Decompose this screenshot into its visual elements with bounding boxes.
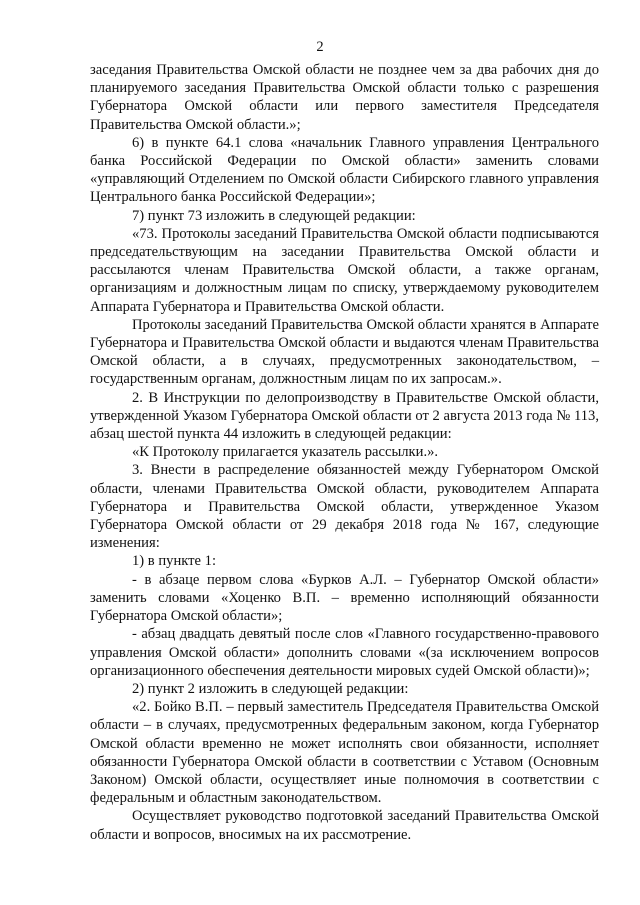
paragraph-continuation: заседания Правительства Омской области не позднее чем за два рабочих дня до планируемого заседания Правительства Омской области только с разрешения Губернатора Омской области или первого заместителя Председателя Правительства Омской области.»; bbox=[90, 62, 599, 133]
paragraph-protocols-storage: Протоколы заседаний Правительства Омской области хранятся в Аппарате Губернатора и Правительства Омской области и выдаются членам Правительства Омской области, а в случаях, предусмотренных законодательством, – государственным органам, должностным лицам по их запросам.». bbox=[90, 316, 599, 388]
paragraph-twenty-ninth-abzac: - абзац двадцать девятый после слов «Главного государственно-правового управления Омской области» дополнить словами «(за исключением вопросов организационного обеспечения деятельности мировых судей Омской области)»; bbox=[90, 626, 599, 679]
paragraph-protocols-signing: «73. Протоколы заседаний Правительства Омской области подписываются председательствующим на заседании Правительства Омской области и рассылаются членам Правительства Омской области, а также органам, организациям и должностным лицам по списку, утверждаемому руководителем Аппарата Губернатора и Правительства Омской области. bbox=[90, 225, 599, 315]
paragraph-boyko: «2. Бойко В.П. – первый заместитель Председателя Правительства Омской области – в случаях, предусмотренных федеральным законом, когда Губернатор Омской области временно не может исполнять свои обязанности, исполняет обязанности Губернатора Омской области в соответствии с Уставом (Основным Законом) Омской области, осуществляет иные полномочия в соответствии с федеральным и областным законодательством. bbox=[90, 699, 599, 807]
page-number: 2 bbox=[316, 39, 324, 55]
paragraph-subitem-2: 2) пункт 2 изложить в следующей редакции: bbox=[132, 680, 409, 697]
paragraph-section-2: 2. В Инструкции по делопроизводству в Правительстве Омской области, утвержденной Указом Губернатора Омской области от 2 августа 2013 года № 113, абзац шестой пункта 44 изложить в следующей редакции: bbox=[90, 389, 599, 443]
paragraph-item-7: 7) пункт 73 изложить в следующей редакции: bbox=[132, 207, 416, 224]
paragraph-section-3: 3. Внести в распределение обязанностей между Губернатором Омской области, членами Правительства Омской области, руководителем Аппарата Губернатора и Правительства Омской области, утвержденное Указом Губернатора Омской области от 29 декабря 2018 года № 167, следующие изменения: bbox=[90, 462, 599, 552]
document-body bbox=[90, 61, 599, 844]
paragraph-meetings-preparation: Осуществляет руководство подготовкой заседаний Правительства Омской области и вопросов, вносимых на их рассмотрение. bbox=[90, 808, 599, 843]
paragraph-distribution-index: «К Протоколу прилагается указатель рассылки.». bbox=[132, 444, 439, 461]
paragraph-item-6: 6) в пункте 64.1 слова «начальник Главного управления Центрального банка Российской Федерации по Омской области» заменить словами «управляющий Отделением по Омской области Сибирского главного управления Центрального банка Российской Федерации»; bbox=[90, 134, 599, 206]
paragraph-first-abzac: - в абзаце первом слова «Бурков А.Л. – Губернатор Омской области» заменить словами «Хоценко В.П. – временно исполняющий обязанности Губернатора Омской области»; bbox=[90, 571, 599, 625]
paragraph-subitem-1: 1) в пункте 1: bbox=[132, 553, 217, 570]
